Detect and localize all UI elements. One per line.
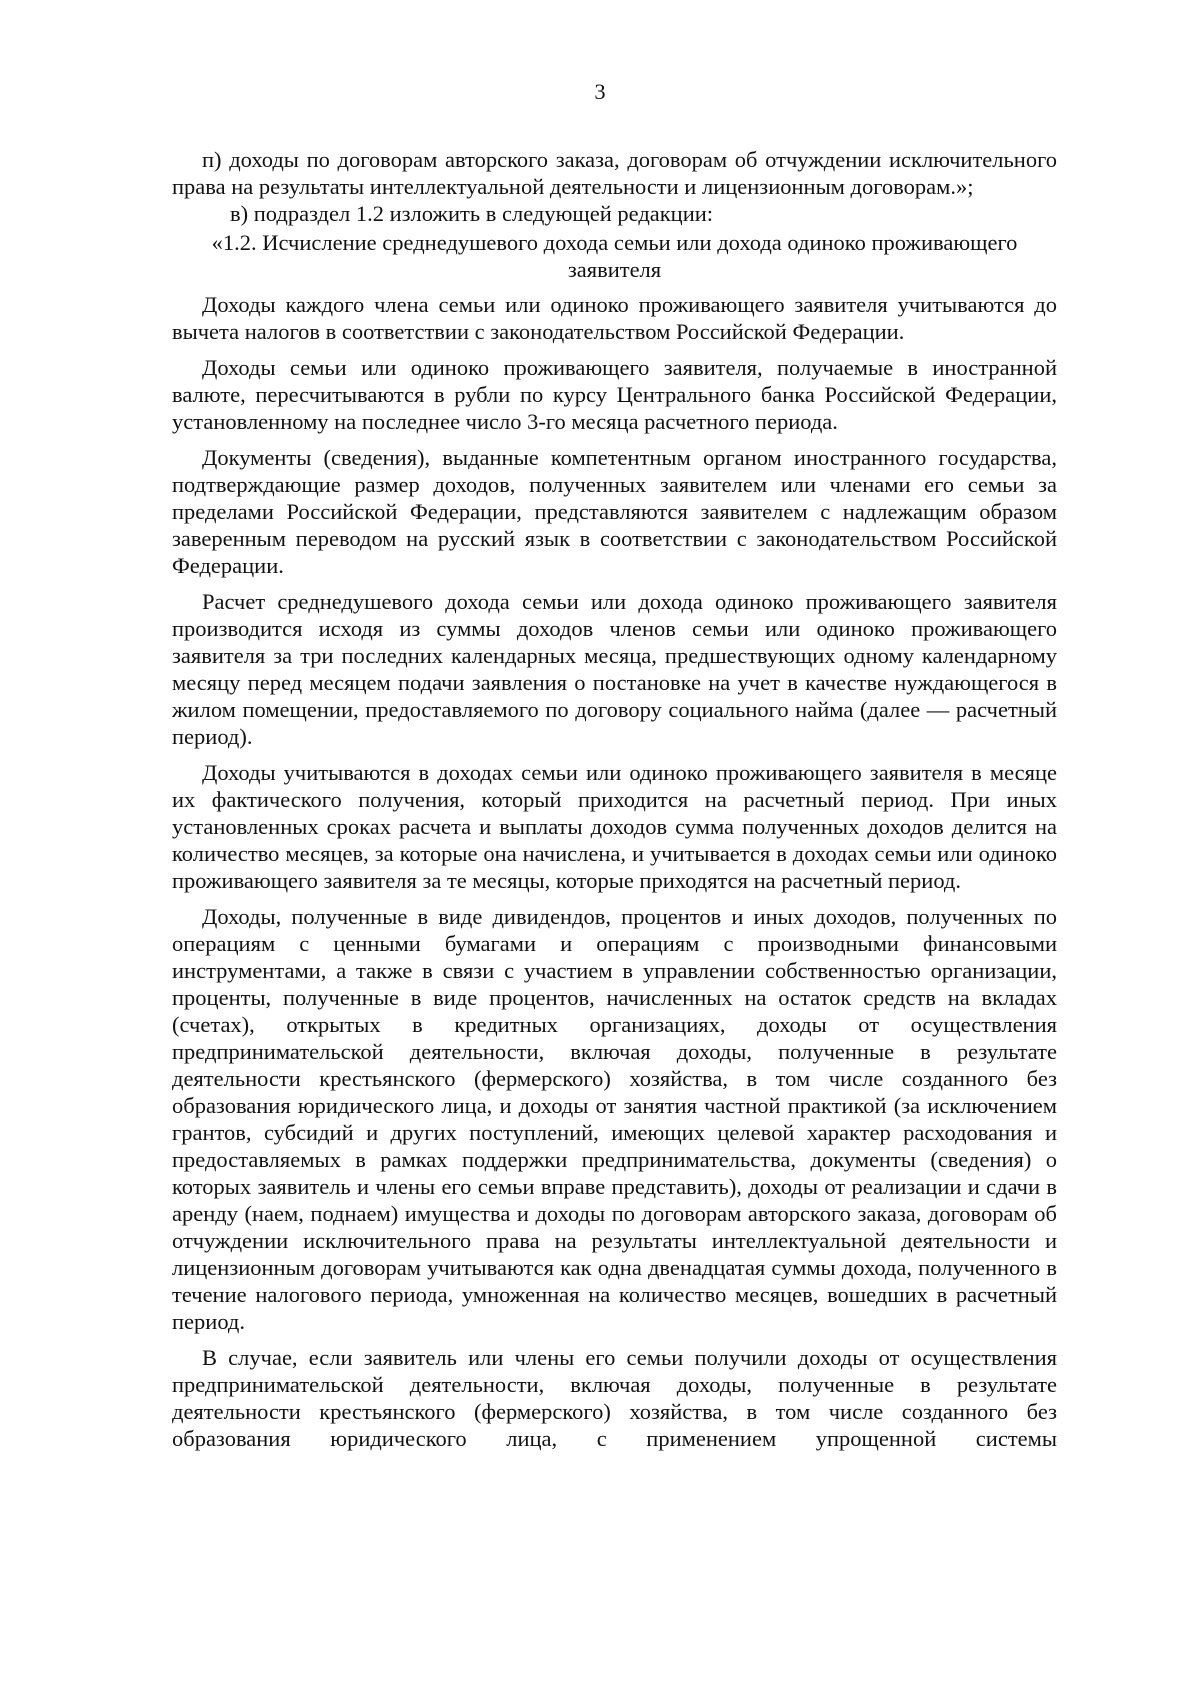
paragraph-income-before-tax: Доходы каждого члена семьи или одиноко проживающего заявителя учитываются до вычета налогов в соответствии с законодательством Российской Федерации. — [172, 292, 1057, 344]
paragraph-simplified-tax: В случае, если заявитель или члены его семьи получили доходы от осуществления предпринимательской деятельности, включая доходы, полученные в результате деятельности крестьянского (фермерского) хозяйства, в том числе созданного без образования юридического лица, с применением упрощенной системы — [172, 1345, 1057, 1451]
page-number: 3 — [594, 79, 606, 104]
paragraph-dividends-income: Доходы, полученные в виде дивидендов, процентов и иных доходов, полученных по операциям с ценными бумагами и операциям с производными финансовыми инструментами, а также в связи с участием в управлении собственностью организации, проценты, полученные в виде процентов, начисленных на остаток средств на вкладах (счетах), открытых в кредитных организациях, доходы от осуществления предпринимательской деятельности, включая доходы, полученные в результате деятельности крестьянского (фермерского) хозяйства, в том числе созданного без образования юридического лица, и доходы от занятия частной практикой (за исключением грантов, субсидий и других поступлений, имеющих целевой характер расходования и предоставляемых в рамках поддержки предпринимательства, документы (сведения) о которых заявитель и члены его семьи вправе представить), доходы от реализации и сдачи в аренду (наем, поднаем) имущества и доходы по договорам авторского заказа, договорам об отчуждении исключительного права на результаты интеллектуальной деятельности и лицензионным договорам учитываются как одна двенадцатая суммы дохода, полученного в течение налогового периода, умноженная на количество месяцев, вошедших в расчетный период. — [172, 904, 1057, 1334]
paragraph-calculation-period: Расчет среднедушевого дохода семьи или дохода одиноко проживающего заявителя производится исходя из суммы доходов членов семьи или одиноко проживающего заявителя за три последних календарных месяца, предшествующих одному календарному месяцу перед месяцем подачи заявления о постановке на учет в качестве нуждающегося в жилом помещении, предоставляемого по договору социального найма (далее — расчетный период). — [172, 589, 1057, 749]
paragraph-foreign-documents: Документы (сведения), выданные компетентным органом иностранного государства, подтверждающие размер доходов, полученных заявителем или членами его семьи за пределами Российской Федерации, представляются заявителем с надлежащим образом заверенным переводом на русский язык в соответствии с законодательством Российской Федерации. — [172, 445, 1057, 578]
paragraph-foreign-currency: Доходы семьи или одиноко проживающего заявителя, получаемые в иностранной валюте, пересчитываются в рубли по курсу Центрального банка Российской Федерации, установленному на последнее число 3-го месяца расчетного периода. — [172, 355, 1057, 434]
section-heading: «1.2. Исчисление среднедушевого дохода семьи или дохода одиноко проживающего заявителя — [211, 230, 1018, 282]
paragraph-amendment-intro: в) подраздел 1.2 изложить в следующей редакции: — [230, 201, 714, 226]
document-body — [172, 146, 1057, 1461]
paragraph-income-accounting: Доходы учитываются в доходах семьи или одиноко проживающего заявителя в месяце их фактического получения, который приходится на расчетный период. При иных установленных сроках расчета и выплаты доходов сумма полученных доходов делится на количество месяцев, за которые она начислена, и учитывается в доходах семьи или одиноко проживающего заявителя за те месяцы, которые приходятся на расчетный период. — [172, 760, 1057, 893]
paragraph-item-p: п) доходы по договорам авторского заказа, договорам об отчуждении исключительного права на результаты интеллектуальной деятельности и лицензионным договорам.»; — [172, 147, 1057, 199]
